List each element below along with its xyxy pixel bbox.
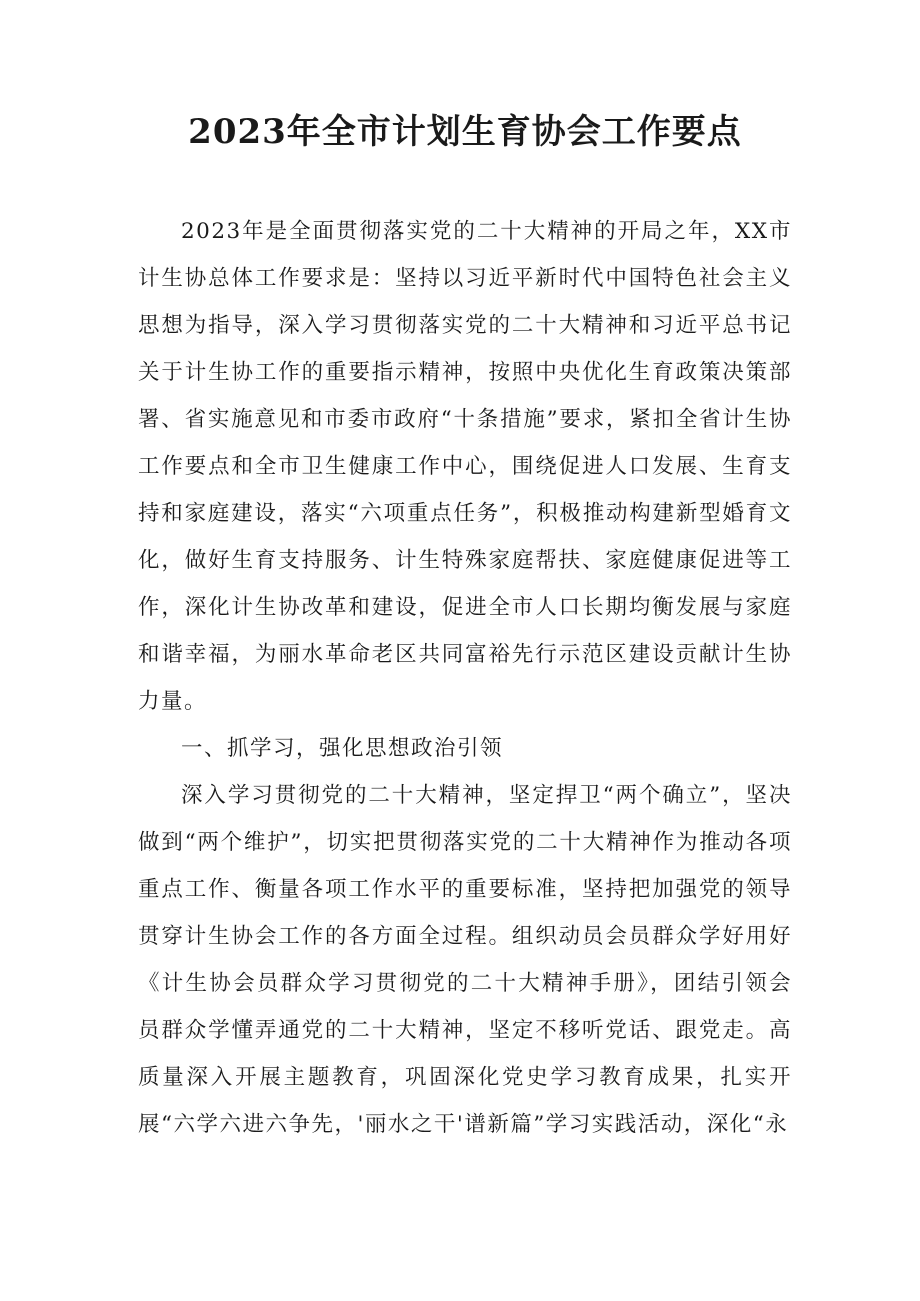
intro-paragraph: 2023年是全面贯彻落实党的二十大精神的开局之年，XX市计生协总体工作要求是：坚持以习近平新时代中国特色社会主义思想为指导，深入学习贯彻落实党的二十大精神和习近平总书记关于计生协工作的重要指示精神，按照中央优化生育政策决策部署、省实施意见和市委市政府“十条措施”要求，紧扣全省计生协工作要点和全市卫生健康工作中心，围绕促进人口发展、生育支持和家庭建设，落实“六项重点任务”，积极推动构建新型婚育文化，做好生育支持服务、计生特殊家庭帮扶、家庭健康促进等工作，深化计生协改革和建设，促进全市人口长期均衡发展与家庭和谐幸福，为丽水革命老区共同富裕先行示范区建设贡献计生协力量。 [138, 219, 792, 714]
document-title: 2023年全市计划生育协会工作要点 [188, 112, 742, 152]
section-heading-1: 一、抓学习，强化思想政治引领 [181, 736, 504, 761]
section-1-paragraph: 深入学习贯彻党的二十大精神，坚定捍卫“两个确立”，坚决做到“两个维护”，切实把贯彻落实党的二十大精神作为推动各项重点工作、衡量各项工作水平的重要标准，坚持把加强党的领导贯穿计生协会工作的各方面全过程。组织动员会员群众学好用好《计生协会员群众学习贯彻党的二十大精神手册》，团结引领会员群众学懂弄通党的二十大精神，坚定不移听党话、跟党走。高质量深入开展主题教育，巩固深化党史学习教育成果，扎实开展“六学六进六争先，'丽水之干'谱新篇”学习实践活动，深化“永 [138, 783, 792, 1137]
